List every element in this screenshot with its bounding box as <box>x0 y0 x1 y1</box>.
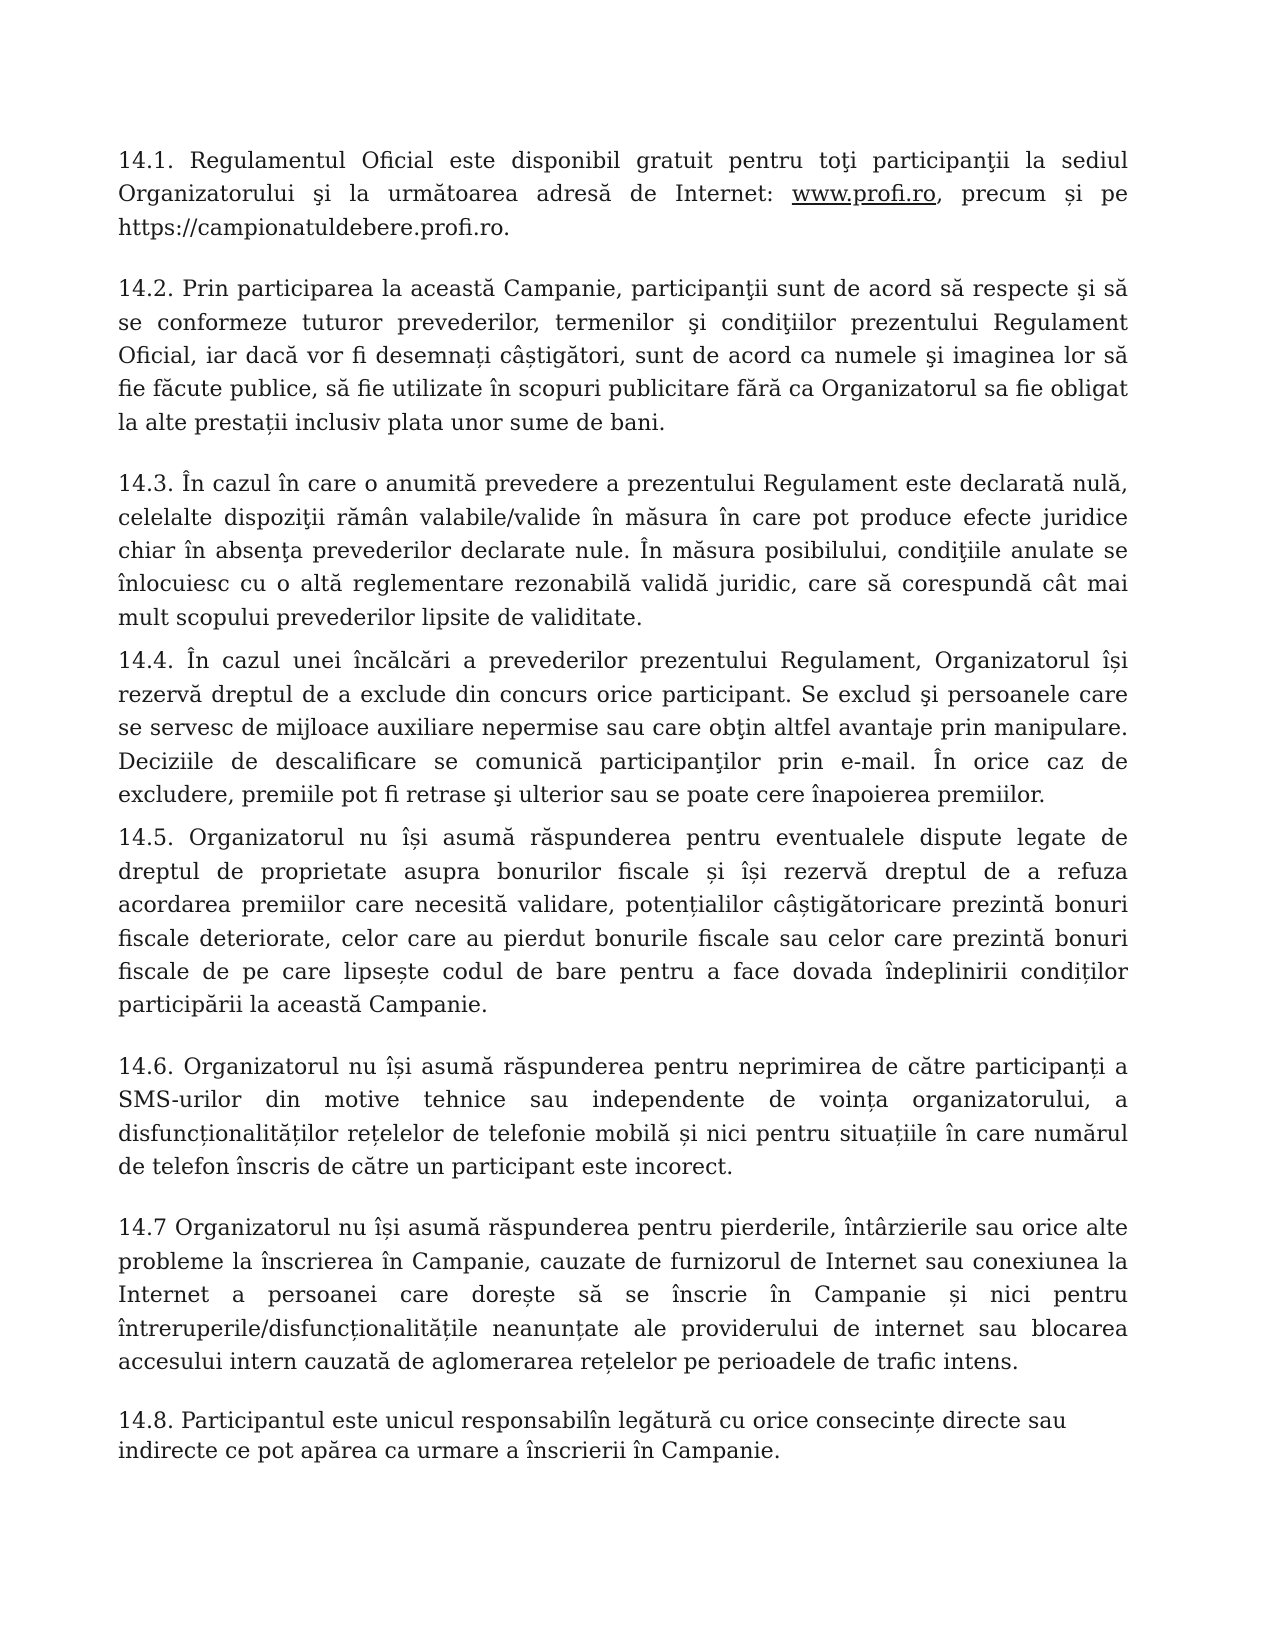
section-14-2: 14.2. Prin participarea la această Campanie, participanţii sunt de acord să respecte şi să se conformeze tuturor prevederilor, termenilor şi condiţiilor prezentului Regulament Oficial, iar dacă vor fi desemnați câștigători, sunt de acord ca numele şi imaginea lor să fie făcute publice, să fie utilizate în scopuri publicitare fără ca Organizatorul sa fie obligat la alte prestații inclusiv plata unor sume de bani. <box>118 277 1128 436</box>
website-link[interactable]: www.profi.ro <box>791 182 937 208</box>
document-page <box>118 145 1128 1467</box>
section-14-4: 14.4. În cazul unei încălcări a prevederilor prezentului Regulament, Organizatorul își rezervă dreptul de a exclude din concurs orice participant. Se exclud şi persoanele care se servesc de mijloace auxiliare nepermise sau care obţin altfel avantaje prin manipulare. Deciziile de descalificare se comunică participanţilor prin e-mail. În orice caz de excludere, premiile pot fi retrase şi ulterior sau se poate cere înapoierea premiilor. <box>118 649 1128 808</box>
section-14-1 <box>118 145 1128 245</box>
section-14-5: 14.5. Organizatorul nu își asumă răspunderea pentru eventualele dispute legate de dreptul de proprietate asupra bonurilor fiscale și își rezervă dreptul de a refuza acordarea premiilor care necesită validare, potențialilor câștigătoricare prezintă bonuri fiscale deteriorate, celor care au pierdut bonurile fiscale sau celor care prezintă bonuri fiscale de pe care lipsește codul de bare pentru a face dovada îndeplinirii condiților participării la această Campanie. <box>118 826 1128 1019</box>
section-14-1-text-before: 14.1. Regulamentul Oficial este disponibil gratuit pentru toţi participanţii la sediul Organizatorului şi la următoarea adresă de Internet: <box>118 149 1128 208</box>
section-14-7: 14.7 Organizatorul nu își asumă răspunderea pentru pierderile, întârzierile sau orice alte probleme la înscrierea în Campanie, cauzate de furnizorul de Internet sau conexiunea la Internet a persoanei care dorește să se înscrie în Campanie și nici pentru întreruperile/disfuncționalitățile neanunțate ale providerului de internet sau blocarea accesului intern cauzată de aglomerarea rețelelor pe perioadele de trafic intens. <box>118 1216 1128 1375</box>
section-14-8: 14.8. Participantul este unicul responsabilîn legătură cu orice consecințe directe sau indirecte ce pot apărea ca urmare a înscrierii în Campanie. <box>118 1409 1067 1465</box>
section-14-1-text-after: , precum și pe https://campionatuldebere.profi.ro. <box>118 182 1129 241</box>
section-14-6: 14.6. Organizatorul nu își asumă răspunderea pentru neprimirea de către participanți a SMS-urilor din motive tehnice sau independente de voința organizatorului, a disfuncționalităților rețelelor de telefonie mobilă și nici pentru situațiile în care numărul de telefon înscris de către un participant este incorect. <box>118 1054 1128 1180</box>
section-14-3: 14.3. În cazul în care o anumită prevedere a prezentului Regulament este declarată nulă, celelalte dispoziţii rămân valabile/valide în măsura în care pot produce efecte juridice chiar în absenţa prevederilor declarate nule. În măsura posibilului, condiţiile anulate se înlocuiesc cu o altă reglementare rezonabilă validă juridic, care să corespundă cât mai mult scopului prevederilor lipsite de validitate. <box>118 472 1128 631</box>
